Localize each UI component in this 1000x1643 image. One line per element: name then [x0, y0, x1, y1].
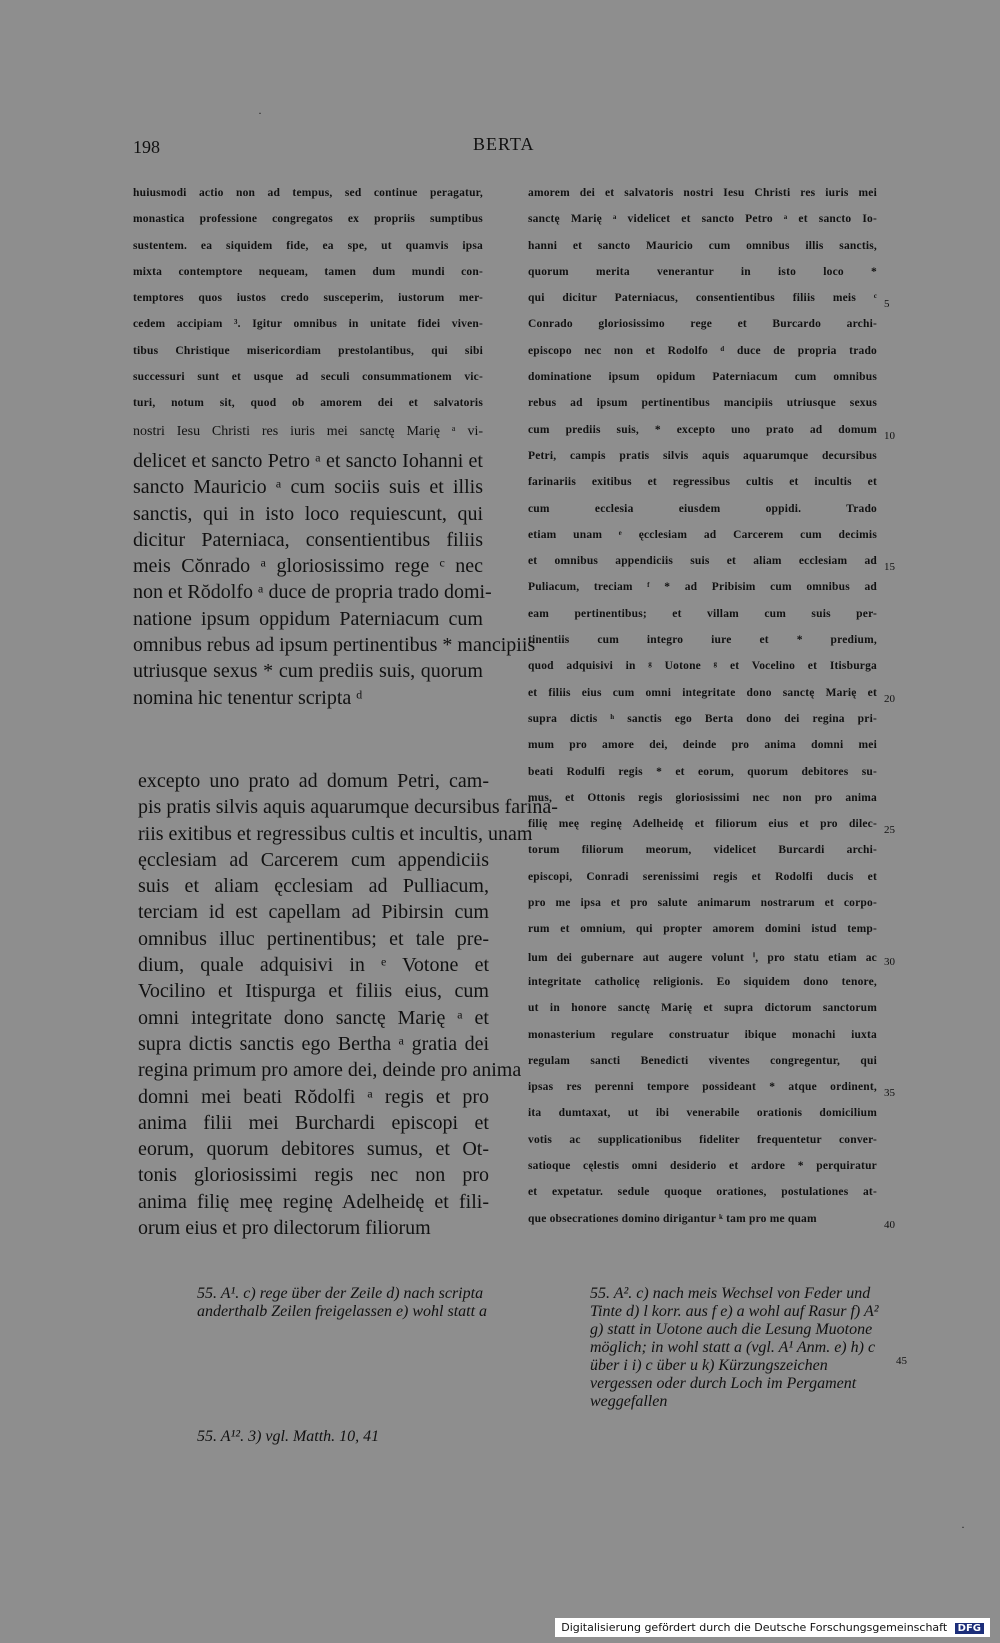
- text-line: etiam unam ᵉ ęcclesiam ad Carcerem cum decimis: [528, 528, 877, 541]
- line-number: 5: [884, 298, 890, 311]
- scan-speck: ·: [258, 106, 262, 120]
- text-line: monastica professione congregatos ex propriis sumptibus: [133, 213, 483, 226]
- footer-text: Digitalisierung gefördert durch die Deutsche Forschungsgemeinschaft: [561, 1621, 948, 1634]
- text-line: satioque cęlestis omni desiderio et ardore * perquiratur: [528, 1159, 877, 1172]
- text-line: cum prediis suis, * excepto uno prato ad domum: [528, 423, 877, 436]
- text-line: temptores quos iustos credo susceperim, iustorum mer-: [133, 292, 483, 305]
- text-line: sanctis, qui in isto loco requiescunt, qui: [133, 502, 483, 525]
- text-line: lum dei gubernare aut augere volunt ⁱ, pro statu etiam ac: [528, 951, 877, 964]
- text-line: ut in honore sanctę Marię et supra dictorum sanctorum: [528, 1002, 877, 1015]
- text-line: eam pertinentibus; et villam cum suis per-: [528, 607, 877, 620]
- line-number: 30: [884, 955, 895, 968]
- dfg-logo: DFG: [955, 1623, 984, 1634]
- text-line: rebus ad ipsum pertinentibus mancipiis utriusque sexus: [528, 397, 877, 410]
- line-number: 15: [884, 561, 895, 574]
- footnote-line-number: 45: [896, 1355, 907, 1367]
- text-line: dium, quale adquisivi in ᵉ Votone et: [138, 954, 489, 977]
- text-line: mum pro amore dei, deinde pro anima domni mei: [528, 739, 877, 752]
- text-line: supra dictis sanctis ego Bertha ᵃ gratia dei: [138, 1032, 489, 1055]
- line-number: 20: [884, 692, 895, 705]
- text-line: farinariis exitibus et regressibus cultis et incultis et: [528, 476, 877, 489]
- text-line: Conrado gloriosissimo rege et Burcardo archi-: [528, 318, 877, 331]
- line-number: 25: [884, 824, 895, 837]
- text-line: mus, et Ottonis regis gloriosissimi nec non pro anima: [528, 791, 877, 804]
- text-line: utriusque sexus * cum prediis suis, quorum: [133, 660, 483, 683]
- text-line: quorum merita venerantur in isto loco *: [528, 265, 877, 278]
- text-line: episcopo nec non et Rodolfo ᵈ duce de propria trado: [528, 344, 877, 357]
- text-line: cum ecclesia eiusdem oppidi. Trado: [528, 502, 877, 515]
- text-line: dicitur Paterniaca, consentientibus filiis: [133, 528, 483, 551]
- left-column-bottom: [138, 770, 558, 1243]
- text-line: Petri, campis pratis silvis aquis aquarumque decursibus: [528, 449, 877, 462]
- text-line: qui dicitur Paterniacus, consentientibus filiis meis ᶜ: [528, 292, 877, 305]
- text-line: beati Rodulfi regis * et eorum, quorum debitores su-: [528, 765, 877, 778]
- text-line: tonis gloriosissimi regis nec non pro: [138, 1164, 489, 1187]
- text-line: supra dictis ʰ sanctis ego Berta dono dei regina pri-: [528, 712, 877, 725]
- text-line: excepto uno prato ad domum Petri, cam-: [138, 770, 489, 792]
- text-line: mixta contemptore nequeam, tamen dum mundi con-: [133, 265, 483, 278]
- line-number: 35: [884, 1087, 895, 1100]
- text-line: omnibus rebus ad ipsum pertinentibus * mancipiis: [133, 634, 536, 657]
- text-line: pro me ipsa et pro salute animarum nostrarum et corpo-: [528, 897, 877, 910]
- running-head: BERTA: [473, 134, 535, 154]
- text-line: anima filii mei Burchardi episcopi et: [138, 1111, 489, 1134]
- text-line: amorem dei et salvatoris nostri Iesu Christi res iuris mei: [528, 187, 877, 199]
- scan-speck: ·: [961, 1520, 965, 1534]
- text-line: meis Cŏnrado ᵃ gloriosissimo rege ᶜ nec: [133, 555, 483, 578]
- text-line: Puliacum, treciam ᶠ * ad Pribisim cum omnibus ad: [528, 581, 877, 594]
- text-line: orum eius et pro dilectorum filiorum: [138, 1217, 431, 1240]
- text-line: tibus Christique misericordiam prestolantibus, qui sibi: [133, 344, 483, 357]
- text-line: monasterium regulare construatur ibique monachi iuxta: [528, 1028, 877, 1041]
- text-line: filię meę reginę Adelheidę et filiorum eius et pro dilec-: [528, 818, 877, 831]
- text-line: nomina hic tenentur scripta ᵈ: [133, 686, 363, 709]
- page-number: 198: [133, 137, 160, 157]
- text-line: riis exitibus et regressibus cultis et incultis, unam: [138, 822, 533, 845]
- text-line: nostri Iesu Christi res iuris mei sanctę Marię ᵃ vi-: [133, 423, 483, 439]
- text-line: tinentiis cum integro iure et * predium,: [528, 634, 877, 647]
- text-line: terciam id est capellam ad Pibirsin cum: [138, 901, 489, 924]
- text-line: omni integritate dono sanctę Marię ᵃ et: [138, 1006, 489, 1029]
- text-line: et omnibus appendiciis suis et aliam ecclesiam ad: [528, 555, 877, 568]
- text-line: dominatione ipsum opidum Paterniacum cum omnibus: [528, 371, 877, 384]
- text-line: ęcclesiam ad Carcerem cum appendiciis: [138, 848, 489, 871]
- text-line: et filiis eius cum omni integritate dono sanctę Marię et: [528, 686, 877, 699]
- text-line: successuri sunt et usque ad seculi consummationem vic-: [133, 371, 483, 384]
- text-line: natione ipsum oppidum Paterniacum cum: [133, 607, 483, 630]
- text-line: turi, notum sit, quod ob amorem dei et salvatoris: [133, 397, 483, 410]
- text-line: eorum, quorum debitores sumus, et Ot-: [138, 1138, 489, 1161]
- text-line: episcopi, Conradi serenissimi regis et Rodolfi ducis et: [528, 870, 877, 883]
- text-line: suis et aliam ęcclesiam ad Pulliacum,: [138, 875, 489, 898]
- left-column-top: [133, 187, 536, 713]
- text-line: hanni et sancto Mauricio cum omnibus illis sanctis,: [528, 239, 877, 252]
- line-number: 40: [884, 1218, 895, 1231]
- text-line: sustentem. ea siquidem fide, ea spe, ut quamvis ipsa: [133, 239, 483, 252]
- line-number: 10: [884, 429, 895, 442]
- text-line: votis ac supplicationibus fideliter frequentetur conver-: [528, 1133, 877, 1146]
- footnote-right-1: 55. A². c) nach meis Wechsel von Feder und Tinte d) l korr. aus f e) a wohl auf Rasur f) A² g) statt in Uotone auch die Lesung Muotone möglich; in wohl statt a (vgl. A¹ Anm. e) h) c über i i) c über u k) Kürzungszeichen vergessen oder durch Loch im Pergament weggefallen: [590, 1285, 879, 1410]
- text-line: delicet et sancto Petro ᵃ et sancto Iohanni et: [133, 449, 483, 472]
- text-line: regulam sancti Benedicti viventes congregentur, qui: [528, 1054, 877, 1067]
- footer-credit: [555, 1618, 990, 1637]
- text-line: sancto Mauricio ᵃ cum sociis suis et illis: [133, 476, 483, 499]
- footnote-left-2: 55. A¹². 3) vgl. Matth. 10, 41: [197, 1428, 380, 1445]
- text-line: regina primum pro amore dei, deinde pro anima: [138, 1059, 522, 1082]
- text-line: et expetatur. sedule quoque orationes, postulationes at-: [528, 1186, 877, 1199]
- text-line: omnibus illuc pertinentibus; et tale pre-: [138, 927, 489, 950]
- text-line: quod adquisivi in ᵍ Uotone ᵍ et Vocelino et Itisburga: [528, 660, 877, 673]
- text-line: ipsas res perenni tempore possideant * atque ordinent,: [528, 1081, 877, 1094]
- text-line: integritate catholicę religionis. Eo siquidem dono tenore,: [528, 975, 877, 988]
- text-line: pis pratis silvis aquis aquarumque decursibus farina-: [138, 796, 558, 819]
- text-line: anima filię meę reginę Adelheidę et fili-: [138, 1190, 489, 1213]
- text-line: que obsecrationes domino dirigantur ᵏ tam pro me quam: [528, 1212, 817, 1225]
- text-line: Vocilino et Itispurga et filiis eius, cum: [138, 980, 489, 1003]
- text-line: cedem accipiam ³. Igitur omnibus in unitate fidei viven-: [133, 318, 483, 331]
- text-line: domni mei beati Rŏdolfi ᵃ regis et pro: [138, 1085, 489, 1108]
- text-line: sanctę Marię ᵃ videlicet et sancto Petro ᵃ et sancto Io-: [528, 213, 877, 226]
- right-column: [528, 187, 877, 1239]
- text-line: ita dumtaxat, ut ibi venerabile orationis domicilium: [528, 1107, 877, 1120]
- text-line: non et Rŏdolfo ᵃ duce de propria trado domi-: [133, 581, 492, 604]
- text-line: rum et omnium, qui propter amorem domini istud temp-: [528, 923, 877, 936]
- text-line: huiusmodi actio non ad tempus, sed continue peragatur,: [133, 187, 483, 199]
- text-line: torum filiorum meorum, videlicet Burcardi archi-: [528, 844, 877, 857]
- footnote-left-1: 55. A¹. c) rege über der Zeile d) nach scripta anderthalb Zeilen freigelassen e) wohl statt a: [197, 1285, 488, 1320]
